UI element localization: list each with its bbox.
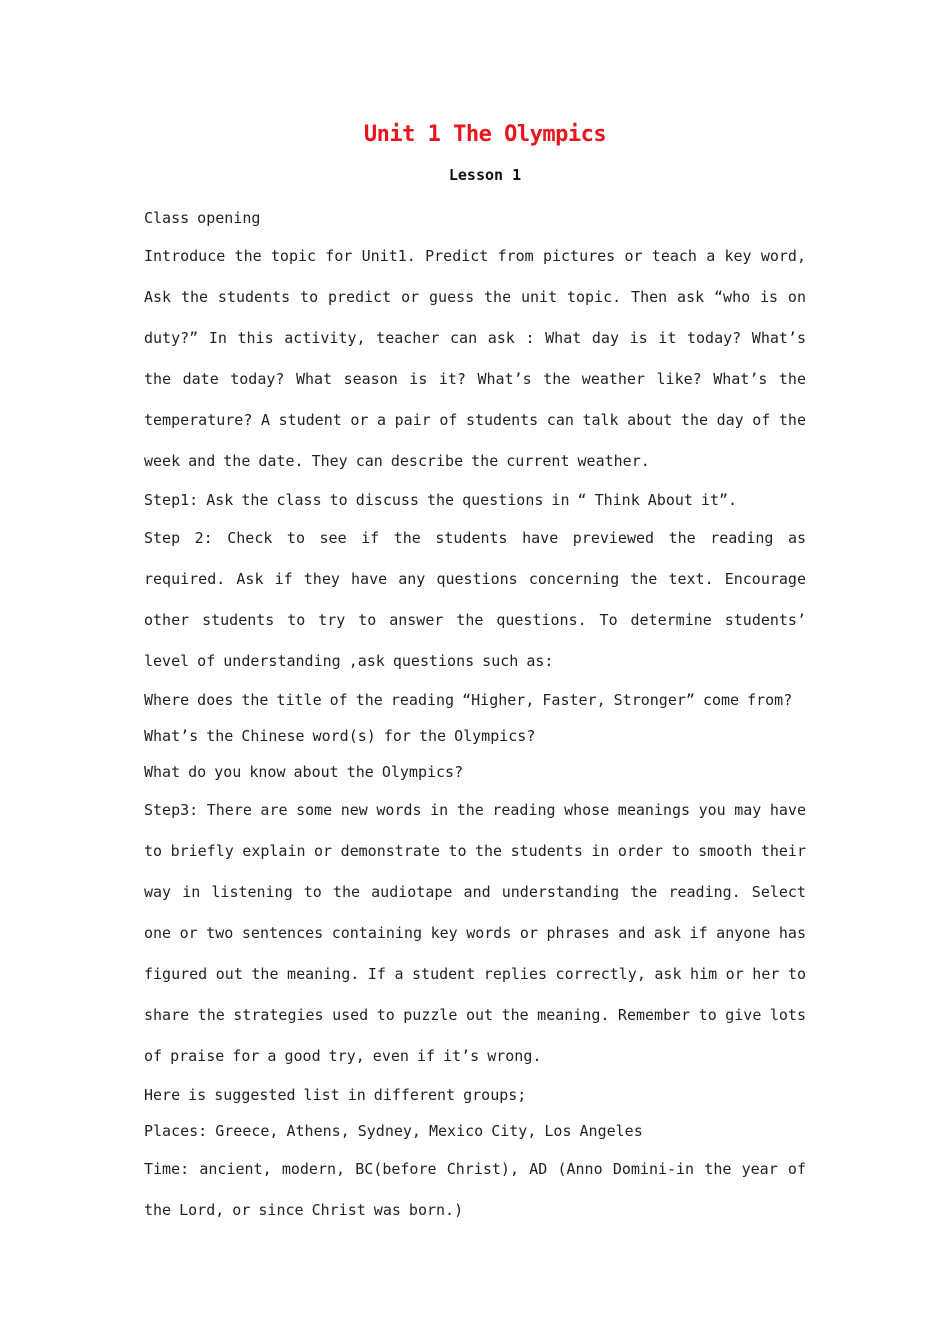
paragraph-question-title: Where does the title of the reading “Higher, Faster, Stronger” come from? (144, 691, 793, 709)
document-body (144, 200, 806, 1231)
paragraph-suggested-list: Here is suggested list in different groups; (144, 1086, 527, 1104)
paragraph-step2: Step 2: Check to see if the students have previewed the reading as required. Ask if they have any questions concerning the text. Encourage other students to try to answer the questions. To determine students’ level of understanding ,ask questions such as: (144, 529, 806, 670)
document-title: Unit 1 The Olympics (363, 122, 607, 147)
paragraph-class-opening: Class opening (144, 209, 261, 227)
paragraph-step3: Step3: There are some new words in the reading whose meanings you may have to briefly explain or demonstrate to the students in order to smooth their way in listening to the audiotape and understanding the reading. Select one or two sentences containing key words or phrases and ask if anyone has figured out the meaning. If a student replies correctly, ask him or her to share the strategies used to puzzle out the meaning. Remember to give lots of praise for a good try, even if it’s wrong. (144, 801, 806, 1065)
paragraph-time: Time: ancient, modern, BC(before Christ), AD (Anno Domini-in the year of the Lord, or since Christ was born.) (144, 1160, 806, 1219)
paragraph-question-chinese: What’s the Chinese word(s) for the Olympics? (144, 727, 536, 745)
paragraph-introduce: Introduce the topic for Unit1. Predict from pictures or teach a key word, Ask the students to predict or guess the unit topic. Then ask “who is on duty?” In this activity, teacher can ask : What day is it today? What’s the date today? What season is it? What’s the weather like? What’s the temperature? A student or a pair of students can talk about the day of the week and the date. They can describe the current weather. (144, 247, 806, 470)
lesson-subtitle: Lesson 1 (448, 166, 522, 184)
paragraph-places: Places: Greece, Athens, Sydney, Mexico City, Los Angeles (144, 1122, 643, 1140)
paragraph-question-know: What do you know about the Olympics? (144, 763, 464, 781)
paragraph-step1: Step1: Ask the class to discuss the questions in “ Think About it”. (144, 491, 738, 509)
